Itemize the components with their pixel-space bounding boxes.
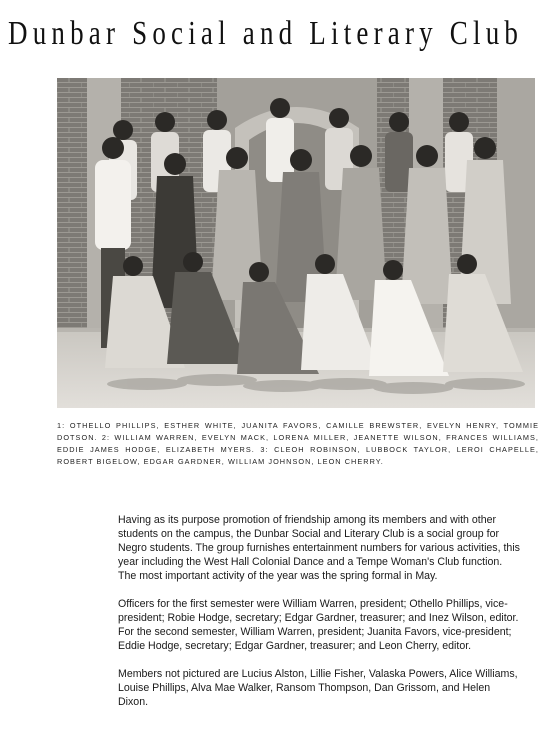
group-photo-illustration	[57, 78, 535, 408]
page-title: Dunbar Social and Literary Club	[8, 14, 524, 52]
paragraph-officers: Officers for the first semester were William Warren, president; Othello Phillips, vice-president; Robie Hodge, secretary; Edgar Gardner, treasurer; and Inez Wilson, editor. For the second semester, William Warren, president; Juanita Favors, vice-president; Eddie Hodge, secretary; Edgar Gardner, treasurer; and Leon Cherry, editor.	[118, 598, 519, 652]
group-photo	[57, 78, 535, 408]
paragraph-purpose: Having as its purpose promotion of friendship among its members and with other students on the campus, the Dunbar Social and Literary Club is a social group for Negro students. The group furnishes entertainment numbers for various activities, this year including the West Hall Colonial Dance and a Tempe Woman's Club function. The most important activity of the year was the spring formal in May.	[118, 514, 520, 582]
article-body	[118, 513, 523, 723]
paragraph-members-not-pictured: Members not pictured are Lucius Alston, Lillie Fisher, Valaska Powers, Alice Williams, Louise Phillips, Alva Mae Walker, Ransom Thompson, Dan Grissom, and Helen Dixon.	[118, 668, 518, 708]
photo-caption: 1: OTHELLO PHILLIPS, ESTHER WHITE, JUANITA FAVORS, CAMILLE BREWSTER, EVELYN HENRY, TOMMIE DOTSON. 2: WILLIAM WARREN, EVELYN MACK, LORENA MILLER, JEANETTE WILSON, FRANCES WILLIAMS, EDDIE JAMES HODGE, ELIZABETH MYERS. 3: CLEOH ROBINSON, LUBBOCK TAYLOR, LEROI CHAPELLE, ROBERT BIGELOW, EDGAR GARDNER, WILLIAM JOHNSON, LEON CHERRY.	[57, 421, 539, 466]
